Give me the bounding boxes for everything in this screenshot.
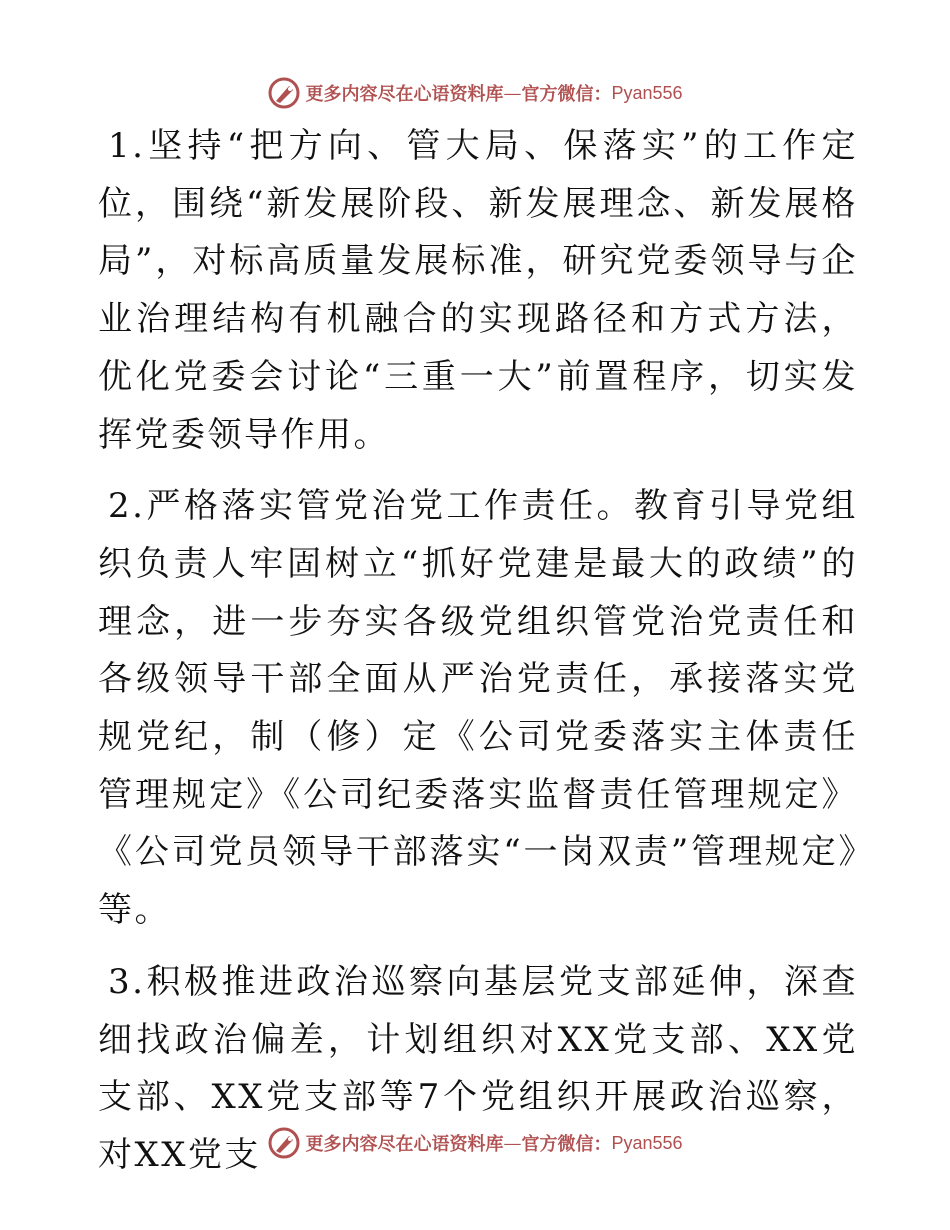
watermark-separator: — [503,1132,522,1154]
document-body [98,118,858,1199]
pen-nib-logo-icon [267,1126,301,1160]
paragraph-1: 1.坚持“把方向、管大局、保落实”的工作定位，围绕“新发展阶段、新发展理念、新发展格局”，对标高质量发展标准，研究党委领导与企业治理结构有机融合的实现路径和方式方法，优化党委会讨论“三重一大”前置程序，切实发挥党委领导作用。 [98,126,858,455]
paragraph-2: 2.严格落实管党治党工作责任。教育引导党组织负责人牢固树立“抓好党建是最大的政绩”的理念，进一步夯实各级党组织管党治党责任和各级领导干部全面从严治党责任，承接落实党规党纪，制（修）定《公司党委落实主体责任管理规定》《公司纪委落实监督责任管理规定》《公司党员领导干部落实“一岗双责”管理规定》等。 [98,486,858,931]
watermark-site-text: 更多内容尽在心语资料库 [305,1134,504,1155]
watermark-separator: — [503,82,522,104]
watermark-contact-id: Pyan556 [611,1132,683,1153]
watermark-contact-label: 官方微信： [521,1134,612,1155]
pen-nib-logo-icon [267,76,301,110]
watermark-header [0,76,950,110]
watermark-contact-id: Pyan556 [611,82,683,103]
watermark-footer [0,1126,950,1160]
watermark-site-text: 更多内容尽在心语资料库 [305,84,504,105]
paragraph-3: 3.积极推进政治巡察向基层党支部延伸，深查细找政治偏差，计划组织对XX党支部、XX党支部、XX党支部等7个党组织开展政治巡察，对XX党支 [98,961,858,1175]
watermark-contact-label: 官方微信： [521,84,612,105]
